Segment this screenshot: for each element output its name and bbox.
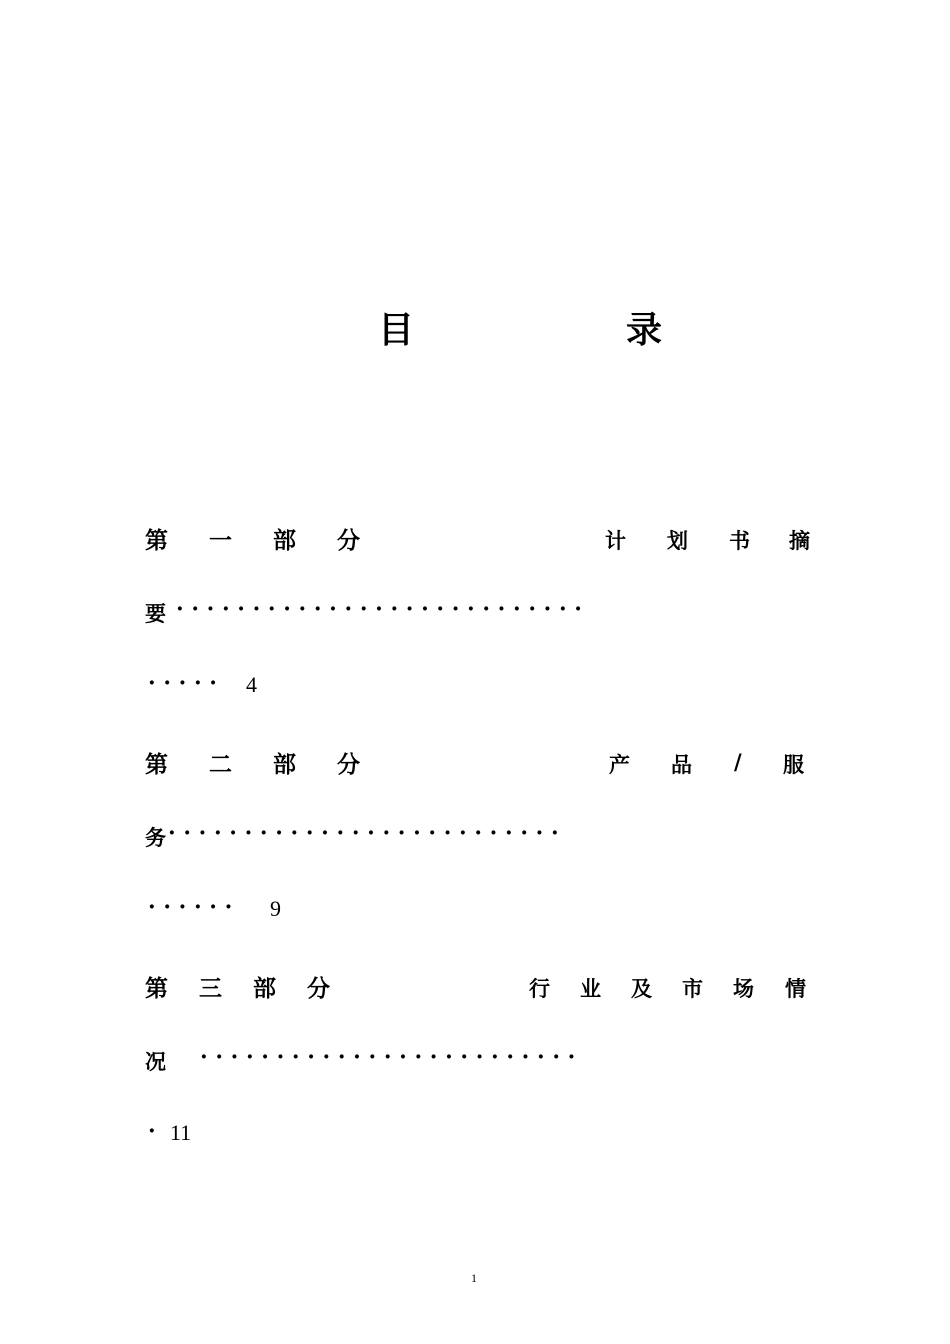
section-char: 三 bbox=[199, 975, 222, 1002]
heading-char: 摘 bbox=[789, 528, 810, 553]
heading-char: 市 bbox=[682, 976, 703, 1001]
title-char-2: 录 bbox=[626, 309, 663, 351]
section-char: 部 bbox=[253, 975, 276, 1002]
title-char-1: 目 bbox=[378, 309, 415, 351]
page-number: 4 bbox=[246, 672, 257, 697]
page-number: 9 bbox=[270, 896, 281, 921]
dot-leader: · · · · · bbox=[148, 670, 217, 696]
heading-char: 场 bbox=[733, 976, 754, 1001]
dot-leader: · bbox=[148, 1118, 156, 1144]
heading-lead-char: 况 bbox=[145, 1049, 166, 1074]
section-char: 部 bbox=[273, 751, 296, 778]
heading-char: 划 bbox=[667, 528, 688, 553]
section-char: 二 bbox=[209, 751, 232, 778]
section-char: 分 bbox=[337, 527, 360, 554]
heading-char: 业 bbox=[580, 976, 601, 1001]
heading-char: 服 bbox=[783, 752, 804, 777]
page-number: 11 bbox=[170, 1120, 192, 1145]
heading-char: 行 bbox=[529, 976, 550, 1001]
footer-page-number: 1 bbox=[471, 1271, 477, 1285]
heading-char: 计 bbox=[605, 528, 626, 553]
section-char: 分 bbox=[337, 751, 360, 778]
section-char: 第 bbox=[145, 751, 168, 778]
dot-leader: · · · · · · · · · · · · · · · · · · · · · · · · · · · bbox=[176, 596, 582, 622]
section-char: 分 bbox=[307, 975, 330, 1002]
heading-char: 情 bbox=[785, 976, 806, 1001]
heading-char: 及 bbox=[631, 976, 652, 1001]
heading-lead-char: 要 bbox=[145, 601, 166, 626]
dot-leader: · · · · · · bbox=[148, 894, 233, 920]
heading-char: 品 bbox=[671, 752, 692, 777]
dot-leader: · · · · · · · · · · · · · · · · · · · · · · · · · · bbox=[168, 820, 559, 846]
dot-leader: · · · · · · · · · · · · · · · · · · · · · · · · · bbox=[200, 1044, 576, 1070]
section-char: 部 bbox=[273, 527, 296, 554]
section-char: 第 bbox=[145, 975, 168, 1002]
section-char: 一 bbox=[209, 527, 232, 554]
heading-lead-char: 务 bbox=[145, 825, 166, 850]
heading-char: / bbox=[734, 749, 742, 774]
heading-char: 书 bbox=[729, 528, 750, 553]
heading-char: 产 bbox=[609, 752, 630, 777]
section-char: 第 bbox=[145, 527, 168, 554]
